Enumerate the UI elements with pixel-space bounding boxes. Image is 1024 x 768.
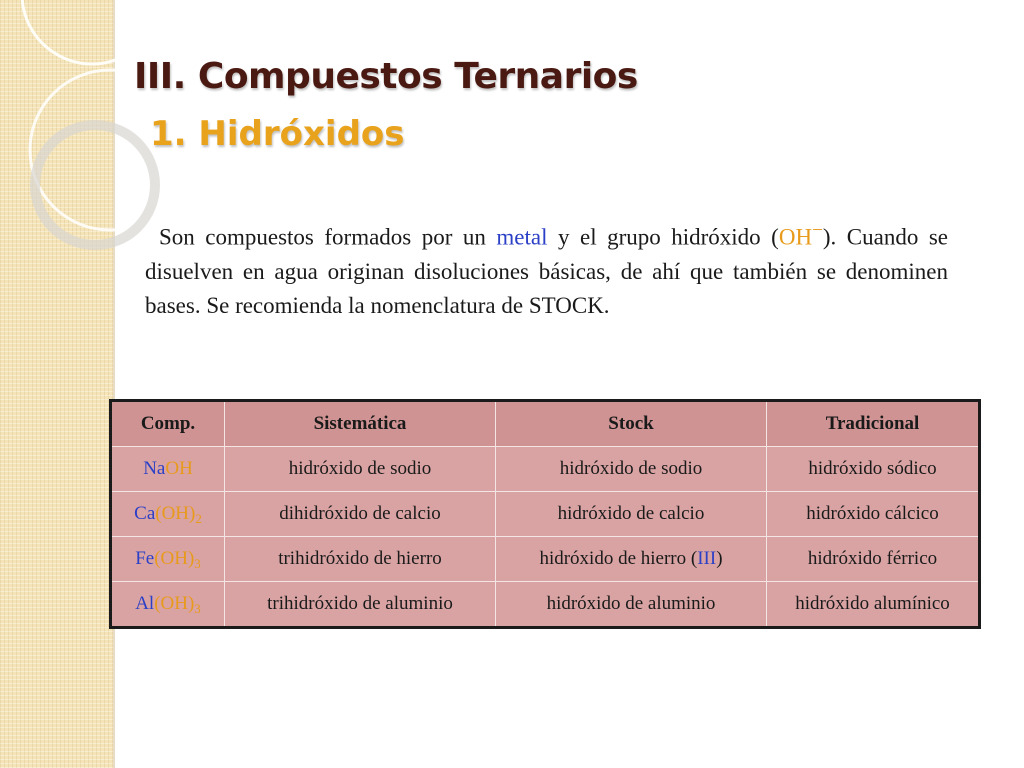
formula-group: (OH)	[154, 593, 195, 614]
header-tradicional: Tradicional	[767, 401, 980, 447]
para-charge: −	[812, 220, 823, 241]
tradicional-cell: hidróxido férrico	[767, 537, 980, 582]
formula-metal: Na	[143, 458, 166, 479]
formula-group: (OH)	[155, 503, 196, 524]
formula-subscript: 3	[194, 556, 201, 571]
stock-roman: III	[697, 548, 717, 569]
para-hydroxide-formula: OH	[778, 224, 813, 250]
formula-metal: Ca	[134, 503, 156, 524]
sistematica-cell: trihidróxido de aluminio	[225, 582, 496, 628]
header-stock: Stock	[496, 401, 767, 447]
table-row	[111, 492, 980, 537]
para-text-2: y el grupo hidróxido (	[547, 224, 779, 250]
stock-name: hidróxido de sodio	[559, 458, 703, 479]
sistematica-cell: hidróxido de sodio	[225, 447, 496, 492]
stock-cell	[496, 447, 767, 492]
formula-cell	[111, 537, 225, 582]
para-metal-word: metal	[496, 224, 548, 250]
formula-cell	[111, 492, 225, 537]
tradicional-cell: hidróxido alumínico	[767, 582, 980, 628]
sistematica-cell: trihidróxido de hierro	[225, 537, 496, 582]
para-text-1: Son compuestos formados por un	[159, 224, 497, 250]
formula-cell	[111, 447, 225, 492]
table-row	[111, 537, 980, 582]
stock-cell	[496, 537, 767, 582]
hydroxides-table	[109, 399, 981, 629]
slide-subtitle: 1. Hidróxidos	[150, 114, 405, 154]
stock-name: hidróxido de aluminio	[546, 593, 716, 614]
table-row	[111, 447, 980, 492]
stock-name: hidróxido de calcio	[557, 503, 705, 524]
table-row	[111, 582, 980, 628]
formula-subscript: 3	[194, 601, 201, 616]
header-sistematica: Sistemática	[225, 401, 496, 447]
intro-paragraph	[145, 214, 948, 323]
tradicional-cell: hidróxido sódico	[767, 447, 980, 492]
ring-top	[22, 0, 162, 64]
formula-cell	[111, 582, 225, 628]
stock-name: hidróxido de hierro (	[539, 548, 698, 569]
stock-cell	[496, 492, 767, 537]
formula-group: OH	[165, 458, 193, 479]
ring-grey	[35, 125, 155, 245]
formula-subscript: 2	[195, 511, 202, 526]
formula-metal: Al	[135, 593, 155, 614]
tradicional-cell: hidróxido cálcico	[767, 492, 980, 537]
para-text-3: ). Cuando se disuelven en agua originan disoluciones básicas, de ahí que también se denominen bases. Se recomienda la nomenclatura de STOCK.	[145, 224, 949, 318]
formula-group: (OH)	[154, 548, 195, 569]
header-comp: Comp.	[111, 401, 225, 447]
slide-title: III. Compuestos Ternarios	[134, 56, 638, 97]
formula-metal: Fe	[135, 548, 155, 569]
table-header-row	[111, 401, 980, 447]
stock-close: )	[716, 548, 723, 569]
stock-cell	[496, 582, 767, 628]
sistematica-cell: dihidróxido de calcio	[225, 492, 496, 537]
